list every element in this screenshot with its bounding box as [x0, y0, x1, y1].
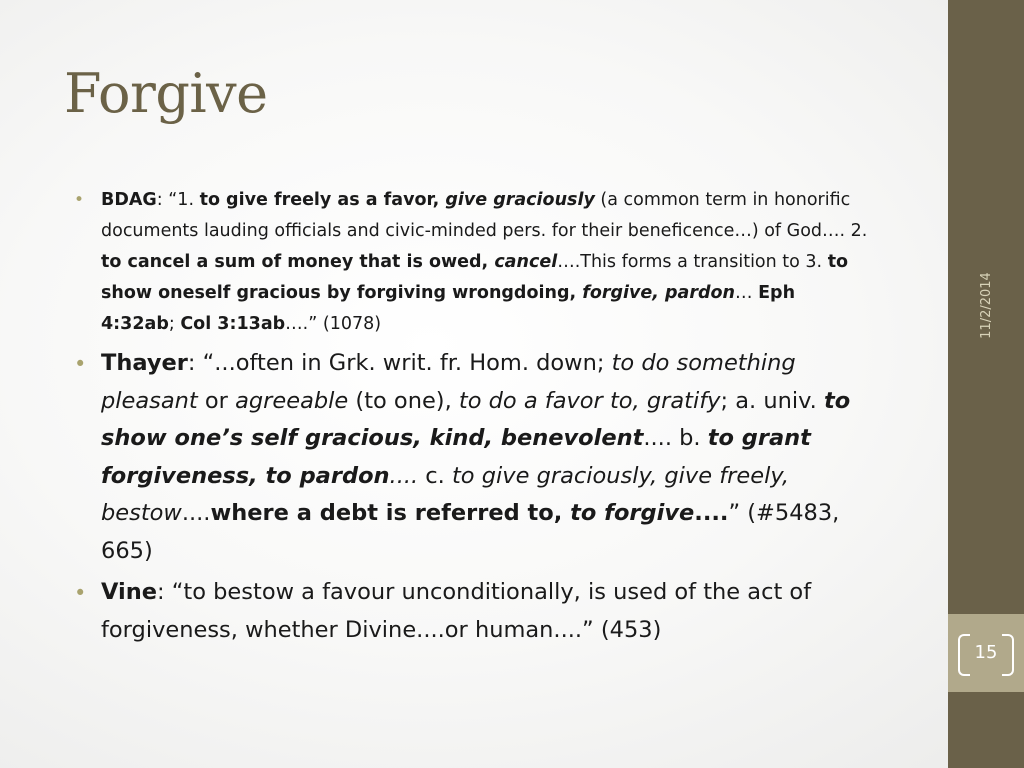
bullet-thayer [74, 345, 874, 570]
thayer-italic: .... [389, 462, 419, 489]
bdag-reference: Col 3:13ab [180, 314, 286, 334]
bdag-bold: to give freely as a favor, [199, 190, 446, 210]
vine-text: : “to bestow a favour unconditionally, is used of the act of forgiveness, whether Divine....or human....” (453) [101, 579, 812, 643]
thayer-text: c. [418, 462, 452, 489]
bullet-vine [74, 574, 874, 649]
thayer-italic: to do a favor to, gratify [458, 387, 721, 414]
bdag-text: … [735, 283, 759, 303]
thayer-text: or [197, 387, 236, 414]
slide-content [74, 185, 874, 649]
thayer-text: (to one), [348, 387, 459, 414]
bdag-bold: to cancel a sum of money that is owed, [101, 252, 495, 272]
thayer-bold-italic: to forgive [570, 500, 695, 526]
page-number: 15 [974, 642, 998, 663]
page-number-box [948, 614, 1024, 692]
thayer-italic: to do something pleasant [101, 350, 796, 414]
bdag-text: ….This forms a transition to 3. [557, 252, 828, 272]
thayer-bold-italic: to show one’s self gracious, kind, benevolent [101, 387, 851, 451]
date-footer [948, 271, 1024, 339]
thayer-bold-italic: to grant forgiveness, to pardon [101, 425, 811, 489]
thayer-text: : “...often in Grk. writ. fr. Hom. down; [187, 350, 612, 376]
thayer-italic: agreeable [235, 387, 349, 414]
thayer-text: .... [181, 500, 211, 526]
bdag-text: : “1. [156, 190, 200, 210]
thayer-bold: where a debt is referred to, [210, 500, 571, 526]
thayer-text: ; a. univ. [720, 387, 824, 414]
bullet-dot-icon: • [74, 352, 87, 376]
slide-title: Forgive [64, 62, 268, 125]
thayer-label: Thayer [101, 350, 188, 376]
date-text: 11/2/2014 [978, 271, 994, 339]
thayer-text: ” (#5483, 665) [101, 500, 840, 564]
bdag-bold-italic: cancel [494, 252, 558, 272]
bullet-dot-icon: • [74, 581, 87, 605]
bdag-text: ; [168, 314, 181, 334]
thayer-italic: to give graciously, give freely, bestow [101, 462, 790, 526]
thayer-text: .... b. [643, 425, 708, 451]
bdag-label: BDAG [101, 190, 157, 210]
bullet-dot-icon: • [74, 190, 85, 210]
vine-label: Vine [101, 579, 158, 605]
bdag-reference: Eph 4:32ab [101, 283, 796, 334]
bullet-bdag [74, 185, 874, 340]
bdag-bold: to show oneself gracious by forgiving wrongdoing, [101, 252, 849, 303]
thayer-bold: .... [694, 500, 729, 526]
bdag-text: ….” (1078) [285, 314, 382, 334]
bdag-text: (a common term in honorific documents lauding officials and civic-minded pers. for their beneficence…) of God…. 2. [101, 190, 868, 241]
bdag-bold-italic: give graciously [445, 190, 595, 210]
bdag-bold-italic: forgive, pardon [582, 283, 736, 303]
